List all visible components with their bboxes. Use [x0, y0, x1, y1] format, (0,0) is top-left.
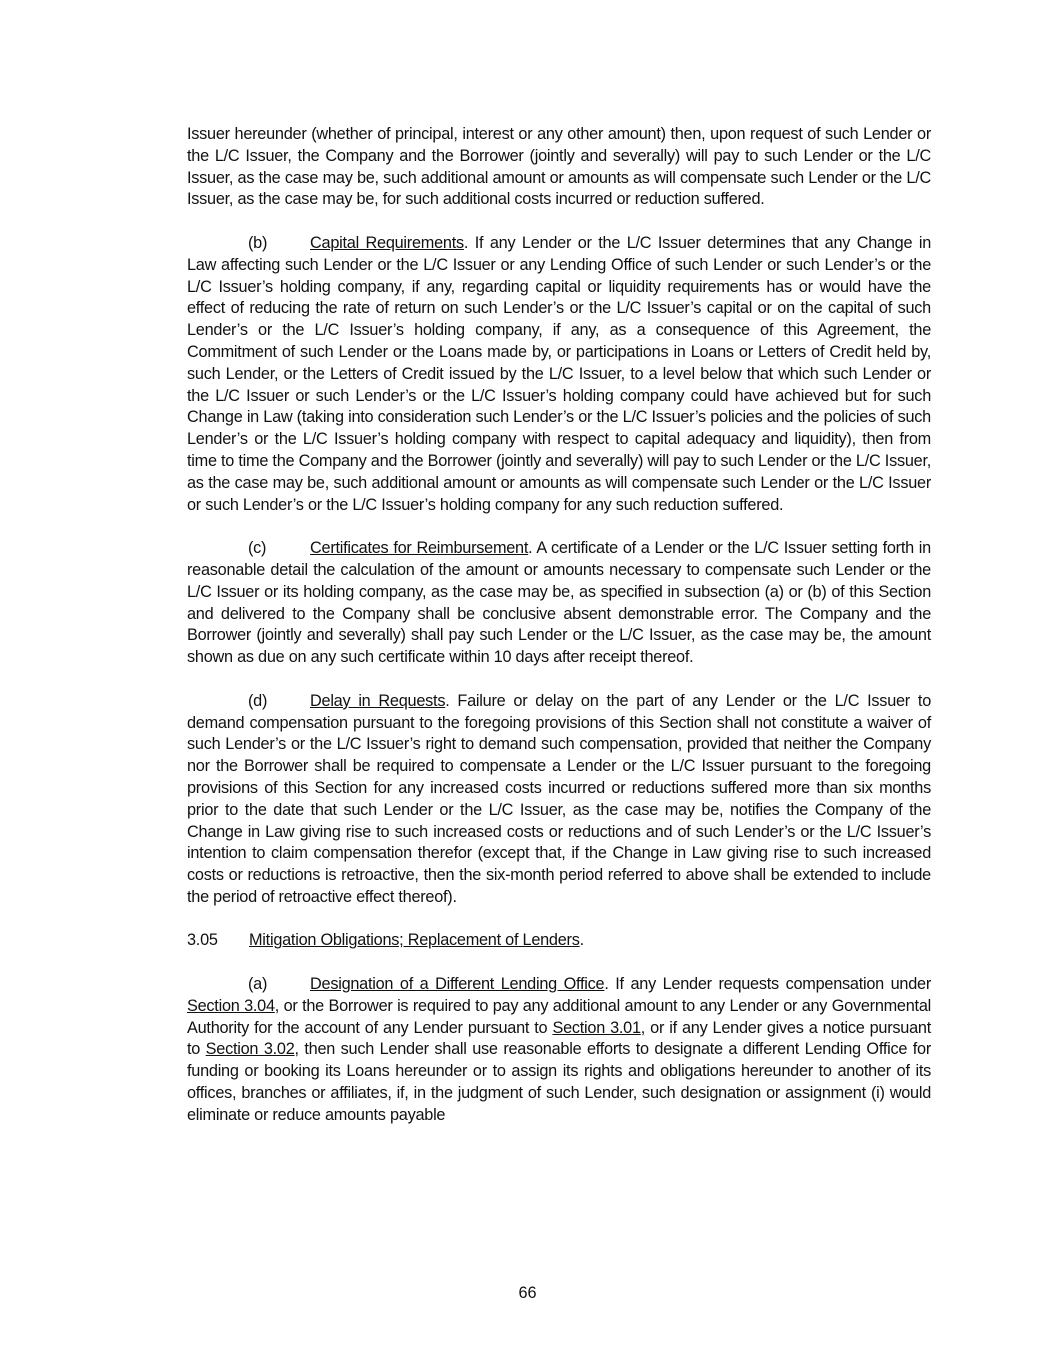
paragraph-text: . If any Lender or the L/C Issuer determines that any Change in Law affecting such Lender or the L/C Issuer or any Lending Office of such Lender or such Lender’s or the L/C Issuer’s holding company, if any, regarding capital or liquidity requirements has or would have the effect of reducing the rate of return on such Lender’s or the L/C Issuer’s capital or on the capital of such Lender’s or the L/C Issuer’s holding company, if any, as a consequence of this Agreement, the Commitment of such Lender or the Loans made by, or participations in Loans or Letters of Credit held by, such Lender, or the Letters of Credit issued by the L/C Issuer, to a level below that which such Lender or the L/C Issuer or such Lender’s or the L/C Issuer’s holding company could have achieved but for such Change in Law (taking into consideration such Lender’s or the L/C Issuer’s policies and the policies of such Lender’s or the L/C Issuer’s holding company with respect to capital adequacy and liquidity), then from time to time the Company and the Borrower (jointly and severally) will pay to such Lender or the L/C Issuer, as the case may be, such additional amount or amounts as will compensate such Lender or the L/C Issuer or such Lender’s or the L/C Issuer’s holding company for any such reduction suffered.	[187, 233, 932, 514]
paragraph-heading: Certificates for Reimbursement	[310, 539, 529, 558]
paragraph-text: Issuer hereunder (whether of principal, interest or any other amount) then, upon request of such Lender or the L/C Issuer, the Company and the Borrower (jointly and severally) will pay to such Lender or the L/C Issuer, as the case may be, such additional amount or amounts as will compensate such Lender or the L/C Issuer, as the case may be, for such additional costs incurred or reduction suffered.	[187, 125, 931, 209]
paragraph-number: (d)	[248, 691, 268, 710]
paragraph-continuation	[187, 124, 931, 211]
paragraph-c-certificates	[187, 538, 931, 669]
section-number: 3.05	[187, 931, 218, 950]
paragraph-d-delay-in-requests	[187, 691, 931, 909]
paragraph-text: . A certificate of a Lender or the L/C Issuer setting forth in reasonable detail the calculation of the amount or amounts necessary to compensate such Lender or the L/C Issuer or its holding company, as the case may be, as specified in subsection (a) or (b) of this Section and delivered to the Company shall be conclusive absent demonstrable error. The Company and the Borrower (jointly and severally) shall pay such Lender or the L/C Issuer, as the case may be, the amount shown as due on any such certificate within 10 days after receipt thereof.	[187, 539, 931, 667]
paragraph-number: (a)	[248, 975, 268, 994]
document-page	[187, 124, 931, 1148]
section-heading-3-05	[187, 930, 931, 952]
paragraph-number: (c)	[248, 539, 267, 558]
paragraph-a-different-lending-office	[187, 974, 931, 1127]
cross-reference-section-3-02: Section 3.02	[205, 1040, 295, 1059]
paragraph-heading: Designation of a Different Lending Office	[310, 975, 605, 994]
cross-reference-section-3-01: Section 3.01	[552, 1018, 641, 1037]
paragraph-text: . If any Lender requests compensation under	[604, 975, 931, 994]
paragraph-b-capital-requirements	[187, 233, 931, 516]
paragraph-text: , then such Lender shall use reasonable efforts to designate a different Lending Office for funding or booking its Loans hereunder or to assign its rights and obligations hereunder to another of its offices, branches or affiliates, if, in the judgment of such Lender, such designation or assignment (i) would eliminate or reduce amounts payable	[187, 1040, 931, 1124]
paragraph-number: (b)	[248, 233, 268, 252]
page-number: 66	[518, 1284, 537, 1302]
paragraph-heading: Delay in Requests	[310, 691, 446, 710]
paragraph-text: , or the Borrower is required to pay any additional amount to any Lender or any Governmental Authority for the account of any Lender pursuant to	[187, 996, 931, 1037]
section-title: Mitigation Obligations; Replacement of Lenders	[249, 931, 580, 950]
paragraph-heading: Capital Requirements	[310, 233, 464, 252]
paragraph-text: , or if any Lender gives a notice pursuant to	[187, 1018, 931, 1059]
paragraph-text: . Failure or delay on the part of any Lender or the L/C Issuer to demand compensation pursuant to the foregoing provisions of this Section shall not constitute a waiver of such Lender’s or the L/C Issuer’s right to demand such compensation, provided that neither the Company nor the Borrower shall be required to compensate a Lender or the L/C Issuer pursuant to the foregoing provisions of this Section for any increased costs incurred or reductions suffered more than six months prior to the date that such Lender or the L/C Issuer, as the case may be, notifies the Company of the Change in Law giving rise to such increased costs or reductions and of such Lender’s or the L/C Issuer’s intention to claim compensation therefor (except that, if the Change in Law giving rise to such increased costs or reductions is retroactive, then the six-month period referred to above shall be extended to include the period of retroactive effect thereof).	[187, 691, 931, 906]
cross-reference-section-3-04: Section 3.04	[187, 996, 275, 1015]
section-title-period: .	[579, 931, 584, 950]
